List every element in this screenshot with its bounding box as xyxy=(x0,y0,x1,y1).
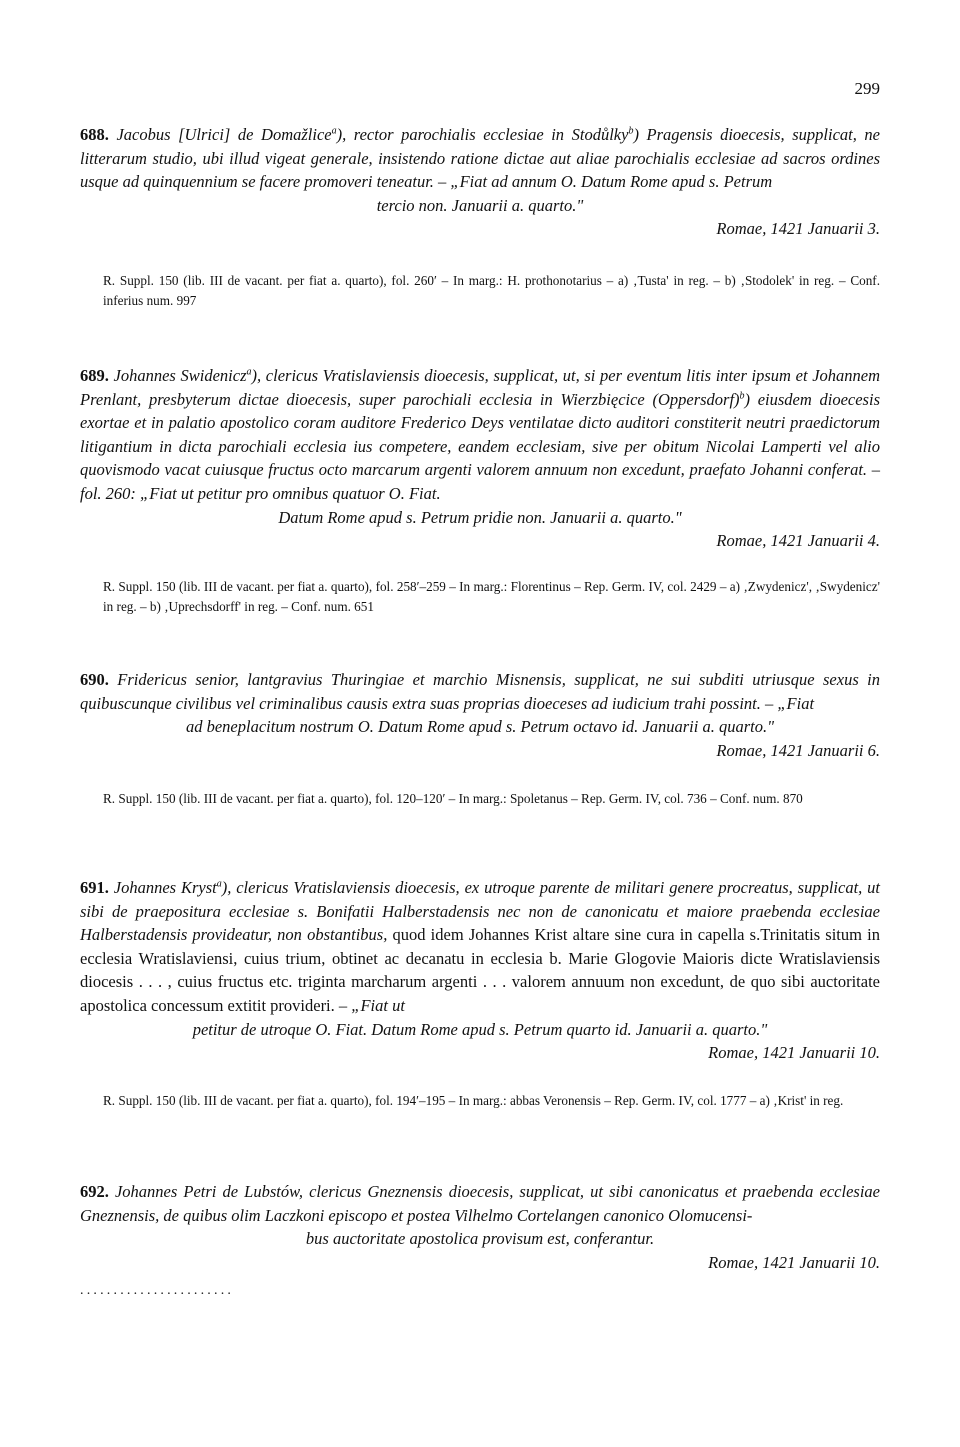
entry-number: 689. xyxy=(80,366,109,385)
entry-number: 688. xyxy=(80,125,109,144)
entry-text: 689. Johannes Swidenicz$^a$), clericus Vratislaviensis dioecesis, supplicat, ut, si per eventum litis inter ipsum et Johannem Prenlant, presbyterum dictae dioecesis, super parochiali ecclesia in Wierzbięcice (Oppersdorf)$^b$) eiusdem dioecesis exortae et in palatio apostolico coram auditore Frederico Deys ventilatae dicto auditori constiterit neutri praedictorum litigantium in dicta parochiali ecclesia ius competere, eandem ecclesiam, sive per obitum Nicolai Lamperti vel alio quovismodo vacat cuiusque fructus octo marcarum argenti valorem annuum non excedunt, praefato Johanni conferat. – fol. 260: „Fiat ut petitur pro omnibus quatuor O. Fiat. Datum Rome apud s. Petrum pridie non. Januarii a. quarto." xyxy=(80,364,880,529)
entry-691 xyxy=(80,876,880,1065)
entry-690 xyxy=(80,668,880,762)
entry-last-line: Datum Rome apud s. Petrum pridie non. Januarii a. quarto." xyxy=(278,507,682,527)
entry-text: 690. Fridericus senior, lantgravius Thuringiae et marchio Misnensis, supplicat, ne sui subditi utriusque sexus in quibuscunque civilibus vel criminalibus causis extra suas proprias dioeceses ad iudicium trahi possint. – „Fiat ad beneplacitum nostrum O. Datum Rome apud s. Petrum octavo id. Januarii a. quarto." xyxy=(80,668,880,739)
entry-688 xyxy=(80,123,880,241)
footer-dots: ....................... xyxy=(80,1283,235,1298)
note-688: R. Suppl. 150 (lib. III de vacant. per fiat a. quarto), fol. 260′ – In marg.: H. prothonotarius – a) ‚Tusta' in reg. – b) ‚Stodolek' in reg. – Conf. inferius num. 997 xyxy=(103,273,880,308)
entry-last-line: bus auctoritate apostolica provisum est, conferantur. xyxy=(305,1229,655,1249)
entry-text: 691. Johannes Kryst$^a$), clericus Vratislaviensis dioecesis, ex utroque parente de militari genere procreatus, supplicat, ut sibi de praepositura ecclesiae s. Bonifatii Halberstadensis nec non de canonicatu et maiore praebenda ecclesiae Halberstadensis provideatur, non obstantibus, quod idem Johannes Krist altare sine cura in capella s.Trinitatis situm in ecclesia Wratislaviensi, cuius trium, obtinet ac decanatu in ecclesia b. Marie Glogovie Maioris dicte Wratislaviensis diocesis . . . , cuius fructus etc. triginta marcharum argenti . . . valorem annuum non excedunt, de quo sibi auctoritate apostolica concessum extitit provideri. – „Fiat ut petitur de utroque O. Fiat. Datum Rome apud s. Petrum quarto id. Januarii a. quarto." xyxy=(80,876,880,1041)
entry-last-line: ad beneplacitum nostrum O. Datum Rome apud s. Petrum octavo id. Januarii a. quarto." xyxy=(185,717,775,737)
entry-number: 690. xyxy=(80,670,109,689)
page-number: 299 xyxy=(854,79,880,98)
entry-number: 692. xyxy=(80,1182,109,1201)
entry-689 xyxy=(80,364,880,553)
entry-date: Romae, 1421 Januarii 6. xyxy=(716,740,880,760)
note-690: R. Suppl. 150 (lib. III de vacant. per fiat a. quarto), fol. 120–120′ – In marg.: Spoletanus – Rep. Germ. IV, col. 736 – Conf. num. 870 xyxy=(103,791,803,806)
entry-date: Romae, 1421 Januarii 10. xyxy=(708,1043,880,1063)
entry-date: Romae, 1421 Januarii 3. xyxy=(716,219,880,239)
entry-last-line: petitur de utroque O. Fiat. Datum Rome apud s. Petrum quarto id. Januarii a. quarto." xyxy=(192,1019,768,1039)
entry-number: 691. xyxy=(80,878,109,897)
entry-692 xyxy=(80,1180,880,1274)
note-691: R. Suppl. 150 (lib. III de vacant. per fiat a. quarto), fol. 194′–195 – In marg.: abbas Veronensis – Rep. Germ. IV, col. 1777 – a) ‚Krist' in reg. xyxy=(103,1093,844,1108)
entry-date: Romae, 1421 Januarii 10. xyxy=(708,1252,880,1272)
entry-text: 688. Jacobus [Ulrici] de Domažlice$^a$), rector parochialis ecclesiae in Stodůlky$^b$) Pragensis dioecesis, supplicat, ne litterarum studio, ubi illud vigeat generale, insistendo ratione dictae aut aliae parochialis ecclesiae ad sacros ordines usque ad quinquennium se facere promoveri teneatur. – „Fiat ad annum O. Datum Rome apud s. Petrum tercio non. Januarii a. quarto." xyxy=(80,123,880,217)
note-689: R. Suppl. 150 (lib. III de vacant. per fiat a. quarto), fol. 258′–259 – In marg.: Florentinus – Rep. Germ. IV, col. 2429 – a) ‚Zwydenicz', ‚Swydenicz' in reg. – b) ‚Uprechsdorff' in reg. – Conf. num. 651 xyxy=(103,579,880,614)
entry-text: 692. Johannes Petri de Lubstów, clericus Gneznensis dioecesis, supplicat, ut sibi canonicatus et praebenda ecclesiae Gneznensis, de quibus olim Laczkoni episcopo et postea Vilhelmo Cortelangen canonico Olomucensi- bus auctoritate apostolica provisum est, conferantur. xyxy=(80,1180,880,1251)
entry-date: Romae, 1421 Januarii 4. xyxy=(716,531,880,551)
entry-last-line: tercio non. Januarii a. quarto." xyxy=(376,195,584,215)
